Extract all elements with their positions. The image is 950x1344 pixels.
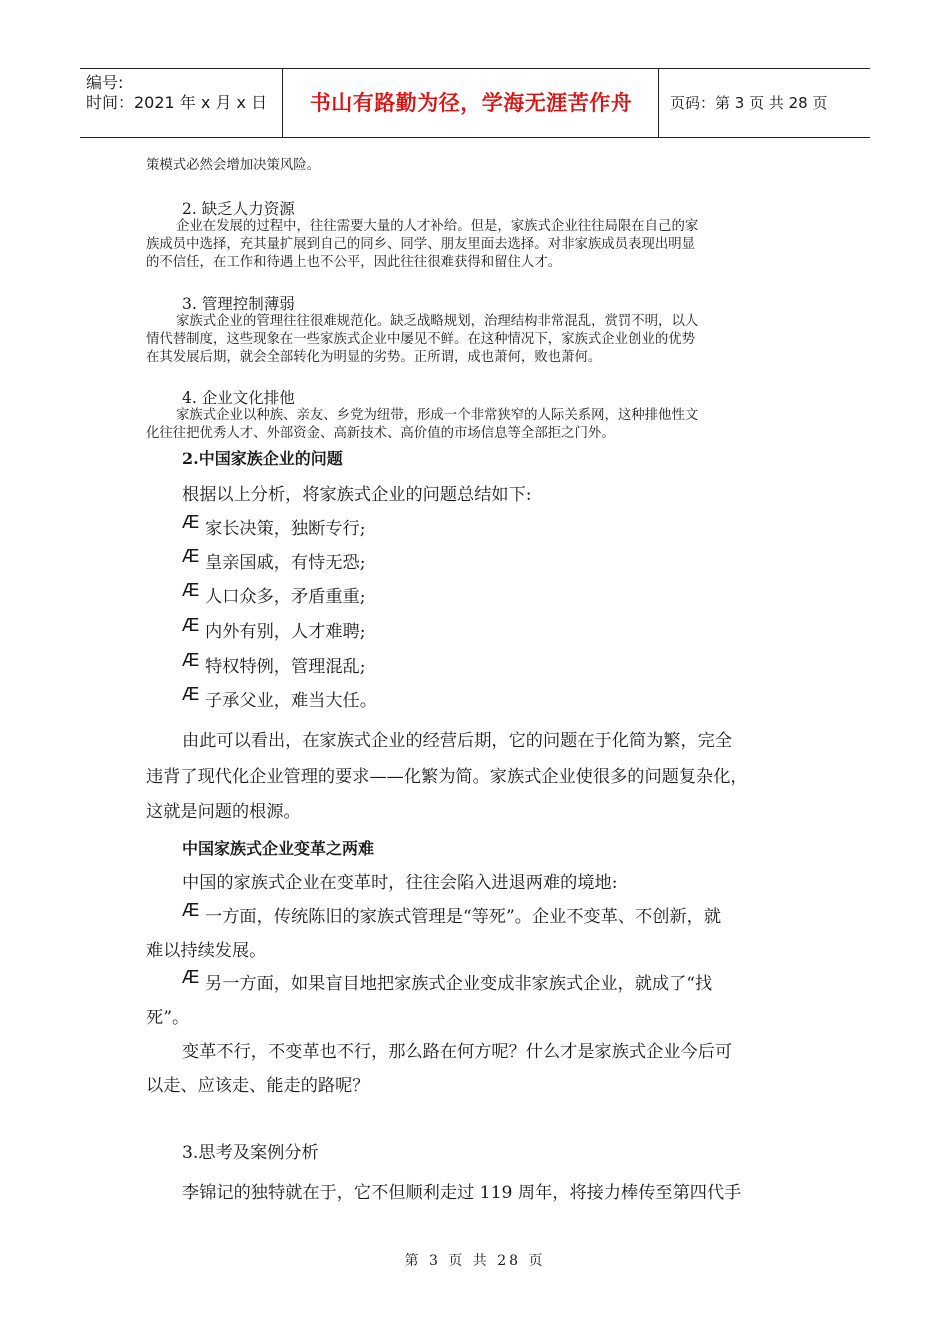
bullet-icon: Æ	[182, 684, 200, 705]
body-line: 家族式企业的管理往往很难规范化。缺乏战略规划，治理结构非常混乱，赏罚不明，以人	[176, 314, 699, 329]
body-line: 李锦记的独特就在于，它不但顺利走过 119 周年，将接力棒传至第四代手	[182, 1183, 742, 1203]
list-item: 内外有别，人才难聘;	[205, 622, 366, 642]
header-divider	[282, 69, 283, 137]
body-line: 一方面，传统陈旧的家族式管理是“等死”。企业不变革、不创新，就	[205, 907, 722, 927]
bullet-icon: Æ	[182, 512, 200, 533]
bullet-icon: Æ	[182, 650, 200, 671]
bullet-icon: Æ	[182, 580, 200, 601]
page-header	[80, 68, 870, 138]
header-motto: 书山有路勤为径，学海无涯苦作舟	[309, 91, 633, 115]
body-line: 中国的家族式企业在变革时，往往会陷入进退两难的境地:	[182, 873, 618, 893]
body-line: 企业在发展的过程中，往往需要大量的人才补给。但是，家族式企业往往局限在自己的家	[176, 219, 699, 234]
list-item: 人口众多，矛盾重重;	[205, 587, 366, 607]
body-line: 难以持续发展。	[146, 941, 267, 961]
list-item: 特权特例，管理混乱;	[205, 657, 366, 677]
section-title: 4. 企业文化排他	[182, 389, 295, 407]
body-line: 这就是问题的根源。	[146, 802, 301, 822]
section-heading: 2.中国家族企业的问题	[182, 449, 343, 468]
body-line: 策模式必然会增加决策风险。	[146, 158, 321, 173]
section-title: 3. 管理控制薄弱	[182, 295, 295, 313]
bullet-icon: Æ	[182, 967, 200, 988]
bullet-icon: Æ	[182, 546, 200, 567]
body-line: 根据以上分析，将家族式企业的问题总结如下:	[182, 485, 532, 505]
body-line: 在其发展后期，就会全部转化为明显的劣势。正所谓，成也萧何，败也萧何。	[146, 350, 602, 365]
body-line: 化往往把优秀人才、外部资金、高新技术、高价值的市场信息等全部拒之门外。	[146, 426, 615, 441]
number-label: 编号:	[86, 73, 124, 92]
section-heading: 中国家族式企业变革之两难	[182, 839, 375, 858]
body-line: 变革不行，不变革也不行，那么路在何方呢？什么才是家族式企业今后可	[182, 1042, 733, 1062]
time-label: 时间：2021 年 x 月 x 日	[86, 93, 268, 112]
body-line: 以走、应该走、能走的路呢？	[146, 1076, 370, 1096]
body-line: 另一方面，如果盲目地把家族式企业变成非家族式企业，就成了“找	[205, 974, 713, 994]
page-footer: 第 3 页 共 28 页	[404, 1253, 546, 1269]
body-line: 的不信任，在工作和待遇上也不公平，因此往往很难获得和留住人才。	[146, 255, 562, 270]
bullet-icon: Æ	[182, 900, 200, 921]
section-title: 3.思考及案例分析	[182, 1143, 319, 1163]
header-page-info: 页码：第 3 页 共 28 页	[670, 94, 828, 112]
body-line: 家族式企业以种族、亲友、乡党为纽带，形成一个非常狭窄的人际关系网，这种排他性文	[176, 408, 699, 423]
list-item: 子承父业，难当大任。	[205, 691, 377, 711]
body-line: 族成员中选择，充其量扩展到自己的同乡、同学、朋友里面去选择。对非家族成员表现出明显	[146, 237, 696, 252]
header-divider	[658, 69, 659, 137]
body-line: 情代替制度，这些现象在一些家族式企业中屡见不鲜。在这种情况下，家族式企业创业的优势	[146, 332, 696, 347]
header-meta	[80, 69, 280, 137]
body-line: 死”。	[146, 1008, 190, 1028]
list-item: 家长决策，独断专行;	[205, 519, 366, 539]
section-title: 2. 缺乏人力资源	[182, 200, 295, 218]
list-item: 皇亲国戚，有恃无恐;	[205, 553, 366, 573]
body-line: 违背了现代化企业管理的要求——化繁为简。家族式企业使很多的问题复杂化，	[146, 767, 748, 787]
body-line: 由此可以看出，在家族式企业的经营后期，它的问题在于化简为繁，完全	[182, 731, 733, 751]
bullet-icon: Æ	[182, 615, 200, 636]
